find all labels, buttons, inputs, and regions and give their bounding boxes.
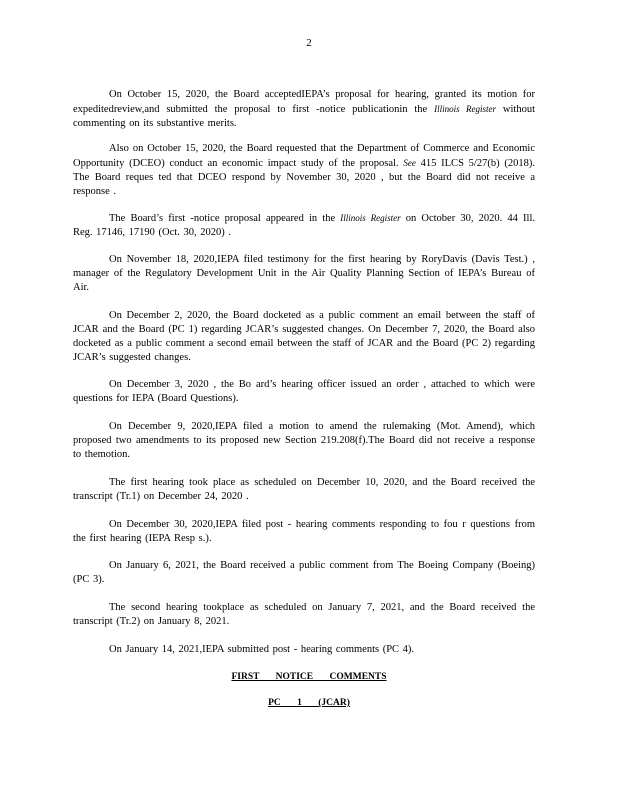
paragraph-text: The Board’s first -notice proposal appeared in the — [109, 213, 341, 224]
paragraph-second-hearing — [73, 601, 535, 629]
paragraph-first-hearing — [73, 476, 535, 504]
paragraph-jcar-comments — [73, 309, 535, 365]
page-number: 2 — [306, 37, 312, 49]
paragraph-text: 415 ILCS 5/27(b) (2018). The Board reques ted that DCEO respond by November 30, 2020 , but the Board did not receive a response . — [73, 158, 535, 197]
paragraph-davis-testimony — [73, 253, 535, 295]
subsection-heading-pc1-jcar: PC 1 (JCAR) — [268, 698, 350, 708]
paragraph-first-notice-published — [73, 211, 535, 240]
paragraph-text: On January 14, 2021,IEPA submitted post - hearing comments (PC 4). — [109, 644, 415, 655]
paragraph-text: On December 30, 2020,IEPA filed post - hearing comments responding to fou r questions from the first hearing (IEPA Resp s.). — [73, 519, 535, 544]
section-heading-first-notice-comments: FIRST NOTICE COMMENTS — [231, 672, 387, 682]
paragraph-text: On November 18, 2020,IEPA filed testimony for the first hearing by RoryDavis (Davis Test.) , manager of the Regulatory Development Unit in the Air Quality Planning Section of IEPA’s Bureau of Air. — [73, 254, 535, 293]
paragraph-text: On October 15, 2020, the Board acceptedIEPA’s proposal for hearing, granted its motion for expeditedreview,and submitted the proposal to first -notice publicationin the — [73, 89, 535, 115]
paragraph-text: On December 3, 2020 , the Bo ard’s hearing officer issued an order , attached to which were questions for IEPA (Board Questions). — [73, 379, 535, 404]
paragraph-motion-to-amend — [73, 420, 535, 462]
paragraph-post-hearing-comments — [73, 518, 535, 546]
paragraph-text: On December 2, 2020, the Board docketed as a public comment an email between the staff of JCAR and the Board (PC 1) regarding JCAR’s suggested changes. On December 7, 2020, the Board also docketed as a public comment a second email between the staff of JCAR and the Board (PC 2) regarding JCAR’s suggested changes. — [73, 310, 535, 363]
paragraph-text: On December 9, 2020,IEPA filed a motion to amend the rulemaking (Mot. Amend), which proposed two amendments to its proposed new Section 219.208(f).The Board did not receive a response to themotion. — [73, 421, 535, 460]
paragraph-text: without commenting on its substantive merits. — [73, 104, 536, 129]
paragraph-dceo-request — [73, 142, 535, 199]
paragraph-hearing-officer-order — [73, 378, 535, 406]
italic-citation: Illinois Register — [434, 104, 497, 114]
paragraph-text: The second hearing tookplace as scheduled on January 7, 2021, and the Board received the transcript (Tr.2) on January 8, 2021. — [73, 602, 535, 627]
italic-citation: Illinois Register — [340, 213, 401, 223]
paragraph-text: on October 30, 2020. 44 Ill. Reg. 17146, 17190 (Oct. 30, 2020) . — [73, 213, 535, 238]
paragraph-first-notice-acceptance — [73, 88, 535, 131]
italic-citation: See — [403, 158, 416, 168]
paragraph-iepa-submission — [73, 643, 535, 657]
paragraph-text: The first hearing took place as scheduled on December 10, 2020, and the Board received the transcript (Tr.1) on December 24, 2020 . — [73, 477, 535, 502]
paragraph-text: On January 6, 2021, the Board received a public comment from The Boeing Company (Boeing) (PC 3). — [73, 560, 535, 585]
paragraph-text: Also on October 15, 2020, the Board requested that the Department of Commerce and Economic Opportunity (DCEO) conduct an economic impact study of the proposal. — [73, 143, 535, 169]
paragraph-boeing-comment — [73, 559, 535, 587]
